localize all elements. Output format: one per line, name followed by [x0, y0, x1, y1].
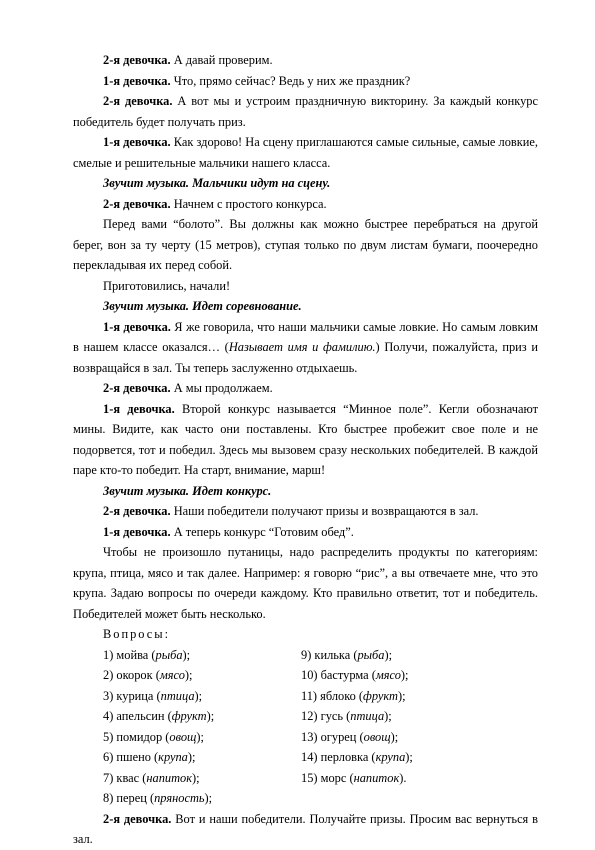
questions-column-left [103, 645, 301, 809]
dialogue-line: 1-я девочка. Как здорово! На сцену приглашаются самые сильные, самые ловкие, смелые и решительные мальчики нашего класса. [73, 135, 539, 170]
question-item: 14) перловка (крупа); [301, 750, 413, 764]
dialogue-line: 1-я девочка. Что, прямо сейчас? Ведь у них же праздник? [103, 73, 411, 88]
dialogue-line: 2-я девочка. А давай проверим. [103, 53, 273, 67]
question-item: 8) перец (пряность); [103, 791, 213, 805]
dialogue-line: 2-я девочка. А вот мы и устроим праздничную викторину. За каждый конкурс победитель будет получать приз. [73, 94, 538, 129]
question-item: 13) огурец (овощ); [301, 729, 399, 744]
dialogue-line: 2-я девочка. А мы продолжаем. [103, 381, 273, 395]
question-item: 3) курица (птица); [103, 688, 203, 703]
question-item: 11) яблоко (фрукт); [301, 688, 406, 703]
questions-title: Вопросы: [103, 627, 171, 641]
dialogue-line: 2-я девочка. Вот и наши победители. Получайте призы. Просим вас вернуться в зал. [73, 811, 538, 846]
question-item: 10) бастурма (мясо); [301, 668, 409, 682]
question-item: 5) помидор (овощ); [103, 729, 204, 744]
paragraph-rules: Чтобы не произошло путаницы, надо распределить продукты по категориям: крупа, птица, мясо и так далее. Например: я говорю “рис”, а вы отвечаете мне, что это крупа. Задаю вопросы по очереди каждому. Кто правильно ответит, тот и победитель. Победителей может быть несколько. [73, 545, 538, 621]
question-item: 7) квас (напиток); [103, 770, 200, 785]
question-item: 6) пшено (крупа); [103, 750, 196, 764]
paragraph-swamp: Перед вами “болото”. Вы должны как можно быстрее перебраться на другой берег, вон за ту черту (15 метров), ступая только по двум листам бумаги, поочередно перекладывая их перед собой. [73, 217, 538, 272]
dialogue-line: 1-я девочка. Я же говорила, что наши мальчики самые ловкие. Но самым ловким в нашем классе оказался… (Называет имя и фамилию.) Получи, пожалуйста, приз и возвращайся в зал. Ты теперь заслуженно отдыхаешь. [73, 319, 538, 375]
questions-column-right [301, 645, 538, 809]
question-item: 2) окорок (мясо); [103, 668, 193, 682]
question-item: 1) мойва (рыба); [103, 647, 191, 662]
question-item: 12) гусь (птица); [301, 709, 392, 723]
question-item: 4) апельсин (фрукт); [103, 709, 215, 723]
paragraph-ready: Приготовились, начали! [103, 278, 231, 293]
question-item: 15) морс (напиток). [301, 770, 407, 785]
dialogue-line: 1-я девочка. А теперь конкурс “Готовим обед”. [103, 524, 354, 539]
questions-list [73, 645, 538, 809]
question-item: 9) килька (рыба); [301, 647, 393, 662]
dialogue-line: 1-я девочка. Второй конкурс называется “Минное поле”. Кегли обозначают мины. Видите, как часто они поставлены. Кто быстрее пробежит свое поле и не подорвется, тот и победил. Здесь мы вызовем сразу нескольких победителей. В каждой паре кто-то победит. На старт, внимание, марш! [73, 401, 538, 477]
dialogue-line: 2-я девочка. Наши победители получают призы и возвращаются в зал. [103, 504, 479, 518]
stage-direction: Звучит музыка. Мальчики идут на сцену. [103, 176, 331, 190]
stage-direction: Звучит музыка. Идет конкурс. [103, 483, 272, 498]
dialogue-line: 2-я девочка. Начнем с простого конкурса. [103, 196, 327, 211]
stage-direction: Звучит музыка. Идет соревнование. [103, 299, 302, 313]
